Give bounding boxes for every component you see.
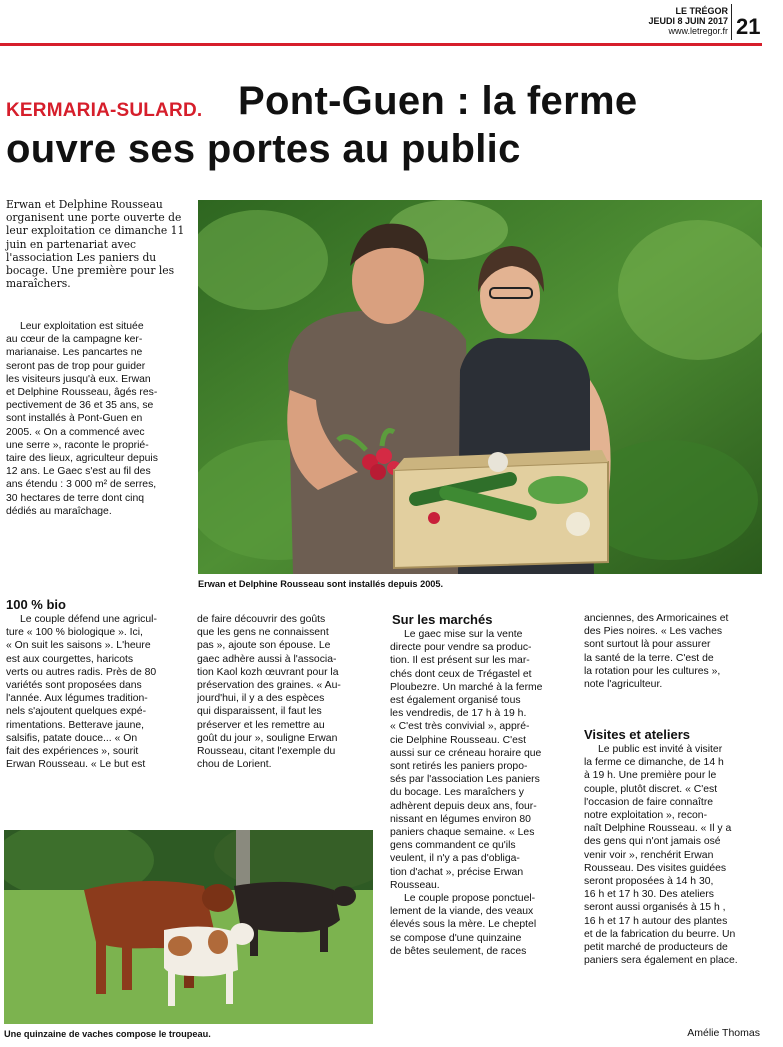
text-line: Le couple propose ponctuel- [404, 893, 536, 905]
subhead-bio: 100 % bio [6, 597, 66, 612]
text-line: Le couple défend une agricul- [20, 614, 157, 625]
text-line: anciennes, des Armoricaines et [584, 613, 729, 624]
text-line: « C'est très convivial », appré- [390, 721, 530, 733]
text-line: sont surtout là pour assurer [584, 639, 711, 651]
text-line: veulent, il n'y a pas d'obliga- [390, 853, 520, 865]
text-line: les visiteurs jusqu'à eux. Erwan [6, 373, 151, 385]
masthead-paper: LE TRÉGOR [675, 6, 728, 16]
text-line: directe pour vendre sa produc- [390, 642, 532, 654]
text-line: à 19 h. Une première pour le [584, 770, 717, 782]
text-line: marianaise. Les pancartes ne [6, 347, 143, 359]
text-line: nels s'ajoutent quelques expé- [6, 706, 147, 718]
text-line: paniers sera également en place. [584, 955, 738, 967]
text-line: la rotation pour les cultures », [584, 665, 721, 677]
text-line: la santé de la terre. C'est de [584, 652, 714, 664]
text-line: seront pas de trop pour guider [6, 360, 146, 372]
text-line: et de la fabrication du beurre. Un [584, 928, 736, 940]
text-line: variétés sont proposées dans [6, 680, 142, 692]
text-line: Erwan Rousseau. « Le but est [6, 759, 146, 771]
column-4-visites [584, 743, 762, 967]
text-line: est également organisé tous [390, 695, 521, 707]
text-line: sés par l'association Les paniers [390, 774, 540, 786]
column-1-intro [6, 320, 189, 518]
text-line: pectivement de 36 et 35 ans, se [6, 400, 154, 412]
text-line: gens commandent ce qu'ils [390, 840, 516, 852]
text-line: paniers chaque semaine. « Les [390, 827, 535, 839]
top-rule [0, 43, 762, 46]
kicker: KERMARIA-SULARD. [6, 100, 203, 121]
text-line: note l'agriculteur. [584, 679, 663, 691]
masthead-date: JEUDI 8 JUIN 2017 [648, 16, 728, 26]
subhead-visites: Visites et ateliers [584, 727, 690, 742]
text-line: aussi sur ce créneau horaire que [390, 747, 542, 759]
text-line: qui disparaissent, il faut les [197, 706, 322, 718]
masthead [560, 6, 728, 36]
column-3 [390, 628, 570, 958]
text-line: Rousseau. Des visites guidées [584, 862, 727, 874]
text-line: cie Delphine Rousseau. C'est [390, 734, 526, 746]
column-2 [197, 613, 374, 771]
text-line: tion Kaol kozh œuvrant pour la [197, 666, 339, 678]
text-line: élevés sous la mère. Le cheptel [390, 919, 537, 931]
text-line: et Delphine Rousseau, âgés res- [6, 387, 158, 399]
text-line: l'occasion de faire connaître [584, 796, 714, 808]
text-line: se compose d'une quinzaine [390, 932, 522, 944]
headline-line-1: Pont-Guen : la ferme [238, 79, 638, 123]
subhead-marches: Sur les marchés [392, 612, 493, 627]
photo-caption-main: Erwan et Delphine Rousseau sont installés depuis 2005. [198, 579, 444, 589]
text-line: verts ou autres radis. Près de 80 [6, 666, 157, 678]
text-line: Leur exploitation est située [20, 321, 144, 332]
cows-photo [4, 830, 373, 1024]
text-line: seront aussi organisés à 15 h , [584, 902, 726, 914]
text-line: des Pies noires. « Les vaches [584, 626, 723, 638]
text-line: tion d'achat », précise Erwan [390, 866, 524, 878]
text-line: la ferme ce dimanche, de 14 h [584, 757, 724, 769]
text-line: ture « 100 % biologique ». Ici, [6, 627, 143, 639]
text-line: que les gens ne connaissent [197, 627, 329, 639]
text-line: couple, plutôt discret. « C'est [584, 783, 718, 795]
text-line: 16 h et 17 h autour des plantes [584, 915, 728, 927]
text-line: l'année. Aux légumes tradition- [6, 693, 148, 705]
text-line: chou de Lorient. [197, 759, 272, 771]
text-line: 2005. « On a commencé avec [6, 426, 145, 438]
text-line: jourd'hui, il y a des espèces [197, 693, 325, 705]
text-line: nissant en légumes environ 80 [390, 813, 531, 825]
text-line: Rousseau, citant l'exemple du [197, 746, 336, 758]
text-line: une serre », raconte le proprié- [6, 439, 149, 451]
text-line: petit marché de producteurs de [584, 942, 728, 954]
farmers-photo [198, 200, 762, 574]
text-line: les vendredis, de 17 h à 19 h. [390, 708, 527, 720]
text-line: seront proposées à 14 h 30, [584, 876, 714, 888]
text-line: « On suit les saisons ». L'heure [6, 640, 151, 652]
photo-caption-cows: Une quinzaine de vaches compose le troupeau. [4, 1029, 211, 1039]
text-line: est aux courgettes, haricots [6, 653, 134, 665]
column-4 [584, 612, 762, 691]
text-line: chés dont ceux de Trégastel et [390, 668, 532, 680]
text-line: sont installés à Pont-Guen en [6, 413, 143, 425]
text-line: Rousseau. [390, 879, 440, 891]
text-line: salsifis, patate douce... « On [6, 732, 138, 744]
text-line: gaec adhère aussi à l'associa- [197, 653, 337, 665]
text-line: venir voir », renchérit Erwan [584, 849, 714, 861]
chapo: Erwan et Delphine Rousseau organisent une porte ouverte de leur exploitation ce dimanche 11 juin en partenariat avec l'association Les paniers du bocage. Une première pour les maraîchers. [6, 198, 185, 291]
text-line: naît Delphine Rousseau. « Il y a [584, 823, 732, 835]
author-signature: Amélie Thomas [687, 1027, 760, 1039]
text-line: préserver et les remettre au [197, 719, 325, 731]
text-line: rimentations. Betterave jaune, [6, 719, 145, 731]
text-line: au cœur de la campagne ker- [6, 334, 143, 346]
text-line: adhèrent depuis deux ans, four- [390, 800, 537, 812]
text-line: taire des lieux, agriculteur depuis [6, 453, 158, 465]
text-line: de bêtes seulement, de races [390, 945, 527, 957]
text-line: pas », ajoute son épouse. Le [197, 640, 331, 652]
text-line: sont retirés les paniers propo- [390, 761, 528, 773]
text-line: fait des expériences », sourit [6, 746, 139, 758]
text-line: tion. Il est présent sur les mar- [390, 655, 530, 667]
text-line: de faire découvrir des goûts [197, 614, 326, 625]
page-number: 21 [736, 14, 761, 39]
text-line: Ploubezre. Un marché à la ferme [390, 681, 543, 693]
headline-line-2: ouvre ses portes au public [6, 127, 521, 171]
text-line: dédiés au maraîchage. [6, 505, 112, 517]
text-line: lement de la viande, des veaux [390, 906, 534, 918]
text-line: des gens qui n'ont jamais osé [584, 836, 721, 848]
text-line: goût du jour », souligne Erwan [197, 732, 338, 744]
text-line: du bocage. Les maraîchers y [390, 787, 524, 799]
text-line: 16 h et 17 h 30. Des ateliers [584, 889, 714, 901]
text-line: Le gaec mise sur la vente [404, 629, 523, 640]
text-line: 30 hectares de terre dont cinq [6, 492, 145, 504]
text-line: notre exploitation », recon- [584, 810, 708, 822]
text-line: préservation des graines. « Au- [197, 680, 341, 692]
text-line: ans étendu : 3 000 m² de serres, [6, 479, 157, 491]
column-1-bio [6, 613, 184, 771]
text-line: Le public est invité à visiter [598, 744, 723, 755]
masthead-divider [731, 4, 732, 40]
text-line: 12 ans. Le Gaec s'est au fil des [6, 466, 151, 478]
masthead-website[interactable]: www.letregor.fr [668, 26, 728, 36]
